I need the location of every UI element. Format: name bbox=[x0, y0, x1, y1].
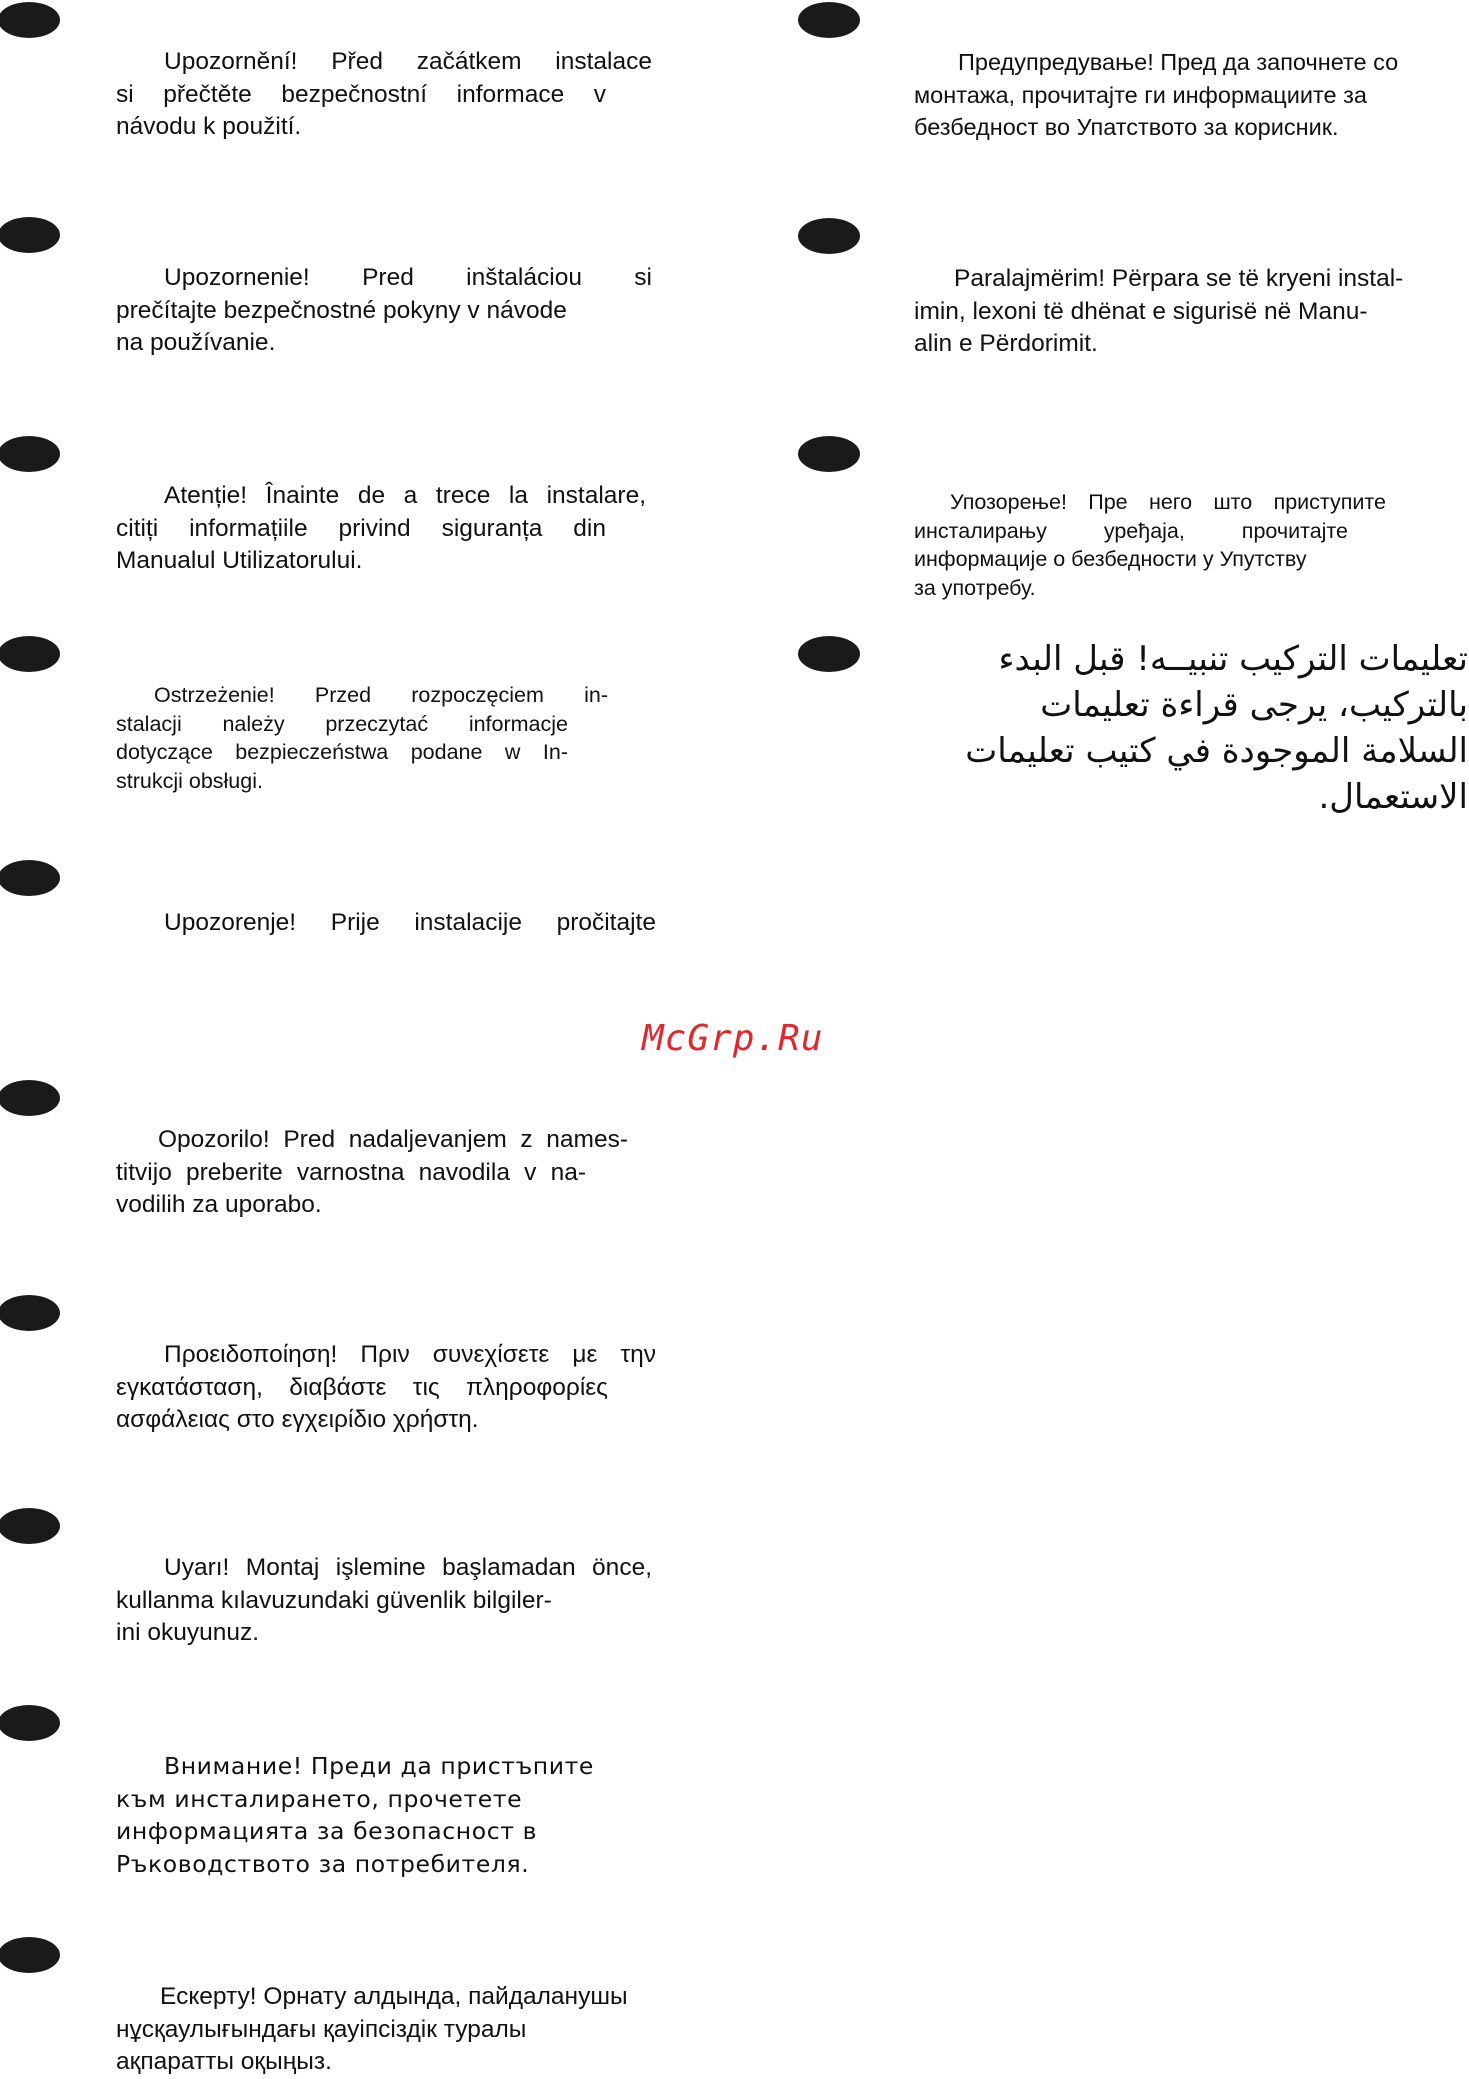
warning-line: na používanie. bbox=[116, 329, 276, 356]
warning-line: Предупредување! Пред да започнете со bbox=[958, 49, 1399, 75]
language-tab-marker bbox=[798, 436, 860, 472]
warning-polish bbox=[116, 681, 608, 795]
warning-serbian bbox=[914, 488, 1386, 602]
warning-line: Atenție! Înainte de a trece la instalare, bbox=[164, 482, 646, 509]
warning-line: Упозорење! Пре него што приступите bbox=[950, 490, 1386, 514]
warning-line: Manualul Utilizatorului. bbox=[116, 547, 363, 574]
language-tab-marker bbox=[798, 218, 860, 254]
watermark: McGrp.Ru bbox=[642, 1018, 824, 1059]
warning-line: информације о безбедности у Упутству bbox=[914, 547, 1307, 571]
warning-czech bbox=[116, 46, 652, 144]
warning-line: alin e Përdorimit. bbox=[914, 330, 1098, 357]
warning-line: si přečtěte bezpečnostní informace v bbox=[116, 80, 606, 108]
warning-line: strukcji obsługi. bbox=[116, 768, 263, 793]
warning-kazakh bbox=[116, 1981, 656, 2079]
warning-romanian bbox=[116, 480, 646, 578]
warning-line: Ръководството за потребителя. bbox=[116, 1849, 530, 1878]
warning-line: нұсқаулығындағы қауіпсіздік туралы bbox=[116, 2015, 527, 2043]
language-tab-marker bbox=[0, 1295, 60, 1331]
warning-greek bbox=[116, 1339, 656, 1437]
warning-bulgarian bbox=[116, 1750, 636, 1880]
arabic-title: تعليمات التركيب bbox=[1239, 639, 1468, 679]
language-tab-marker bbox=[0, 1508, 60, 1544]
warning-line: prečítajte bezpečnostné pokyny v návode bbox=[116, 296, 567, 324]
language-tab-marker bbox=[0, 2, 60, 38]
warning-line: citiți informațiile privind siguranța din bbox=[116, 514, 606, 542]
warning-line: Upozorenje! Prije instalacije pročitajte bbox=[164, 909, 656, 936]
language-tab-marker bbox=[0, 1080, 60, 1116]
warning-line: за употребу. bbox=[914, 575, 1036, 600]
warning-line: Upozornenie! Pred inštaláciou si bbox=[164, 264, 652, 291]
warning-line: kullanma kılavuzundaki güvenlik bilgiler- bbox=[116, 1586, 552, 1614]
warning-line: ini okuyunuz. bbox=[116, 1619, 260, 1646]
warning-line: към инсталирането, прочетете bbox=[116, 1784, 523, 1813]
language-tab-marker bbox=[0, 217, 60, 253]
warning-line: vodilih za uporabo. bbox=[116, 1191, 322, 1218]
warning-croatian bbox=[116, 907, 656, 940]
warning-line: Uyarı! Montaj işlemine başlamadan önce, bbox=[164, 1554, 652, 1581]
warning-slovenian bbox=[116, 1124, 628, 1222]
warning-line: ақпаратты оқыңыз. bbox=[116, 2048, 332, 2075]
warning-line: Paralajmërim! Përpara se të kryeni instal- bbox=[954, 265, 1404, 292]
warning-turkish bbox=[116, 1552, 652, 1650]
warning-macedonian bbox=[914, 46, 1444, 144]
warning-line: imin, lexoni të dhënat e sigurisë në Manu- bbox=[914, 297, 1368, 325]
language-tab-marker bbox=[0, 1937, 60, 1973]
warning-line: dotyczące bezpieczeństwa podane w In- bbox=[116, 740, 568, 764]
warning-line: безбедност во Упатството за корисник. bbox=[914, 114, 1339, 140]
warning-line: ασφάλειας στο εγχειρίδιο χρήστη. bbox=[116, 1406, 479, 1433]
warning-line: قراءة تعليمات السلامة الموجودة في bbox=[1040, 685, 1468, 771]
warning-line: návodu k použití. bbox=[116, 113, 302, 140]
warning-line: Ескерту! Орнату алдында, пайдаланушы bbox=[160, 1983, 628, 2010]
language-tab-marker bbox=[798, 2, 860, 38]
warning-line: информацията за безопасност в bbox=[116, 1817, 538, 1845]
warning-line: Внимание! Преди да пристъпите bbox=[164, 1752, 594, 1780]
warning-line: stalacji należy przeczytać informacje bbox=[116, 711, 568, 736]
language-tab-marker bbox=[0, 860, 60, 896]
warning-line: Upozornění! Před začátkem instalace bbox=[164, 48, 652, 75]
warning-slovak bbox=[116, 262, 652, 360]
warning-line: Προειδοποίηση! Πριν συνεχίσετε με την bbox=[164, 1341, 656, 1368]
language-tab-marker bbox=[0, 436, 60, 472]
warning-line: Opozorilo! Pred nadaljevanjem z names- bbox=[158, 1126, 628, 1153]
warning-line: монтажа, прочитајте ги информациите за bbox=[914, 81, 1367, 108]
warning-line: كتيب تعليمات الاستعمال. bbox=[965, 731, 1468, 817]
warning-line: تنبيــه! قبل البدء بالتركيب، يرجى bbox=[998, 639, 1468, 725]
warning-albanian bbox=[914, 263, 1444, 361]
warning-line: titvijo preberite varnostna navodila v na- bbox=[116, 1158, 586, 1186]
warning-line: εγκατάσταση, διαβάστε τις πληροφορίες bbox=[116, 1373, 608, 1401]
warning-line: инсталирању уређаја, прочитајте bbox=[914, 518, 1348, 543]
language-tab-marker bbox=[0, 1705, 60, 1741]
language-tab-marker bbox=[798, 636, 860, 672]
language-tab-marker bbox=[0, 636, 60, 672]
warning-arabic bbox=[960, 636, 1468, 820]
warning-line: Ostrzeżenie! Przed rozpoczęciem in- bbox=[154, 683, 608, 707]
